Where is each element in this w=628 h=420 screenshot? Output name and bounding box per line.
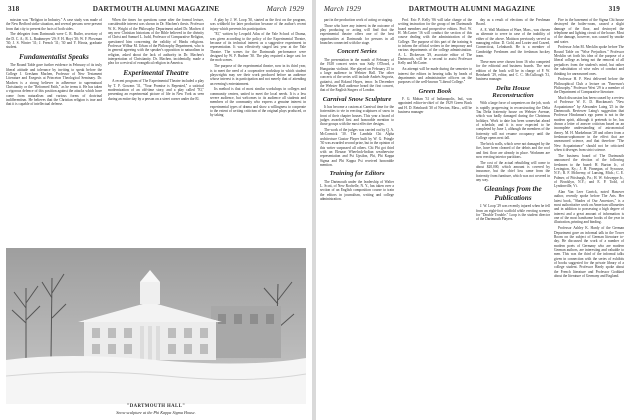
- right-column-2: [398, 18, 472, 116]
- paragraph: Professor Ashley K. Hardy of the German Department gave an informal talk in the Tower Room on the subject of German literature to-day. He discussed the work of a number of modern poets of Germany who are modern German authors, are interesting and valuable to men. This was the third of the informal talks given in connection with the series of exhibits of books suggested for the private library of a college student. Professor Hardy spoke about the French literature and Professor Goddard about the literature of Germany and England.: [554, 226, 624, 278]
- page-number: 319: [608, 5, 620, 13]
- magazine-title: DARTMOUTH ALUMNI MAGAZINE: [92, 5, 220, 13]
- paragraph: An attempt will be made during the semester to interest the editors in hearing talks by heads of departments and administrative officers on the purposes of the well-known "Liberal College.": [398, 67, 472, 85]
- section-heading: Fundamentalist Speaks: [19, 52, 89, 61]
- paragraph: part in the production work of acting or staging.: [324, 18, 393, 22]
- paragraph: day as a result of elections of the Freshman Board.: [476, 18, 550, 27]
- paragraph: The work of the judges was carried out by Q. A. McCormick '30. The Lambda Chi Alpha architecture Gustav Player built by W. G. Pringle '30 was awarded second prize, but in the opinion of this writer surpassed all others. Chi Phi got third with an Eleazar Wheelock-Indian weatherwise representation and Psi Upsilon, Phi, Phi Kappa Sigma and Phi Kappa Psi received honorable mention.: [320, 128, 394, 167]
- magazine-title: DARTMOUTH ALUMNI MAGAZINE: [408, 5, 536, 13]
- paragraph: When the times for questions came after the formal lecture, considerable interest was shown in Dr. Machen's thesis. Professor W. K. Wright of the Philosophy Department asked Dr. Machen if any new Christian historians of the Bible believed in the divinity of Christ and Samuel L. Judd, Professor of Comparative Religion, questioned him concerning the validity of Hindu religions. Professor Wilbur M. Urban of the Philosophy Department, who is in general agreeing with the speaker's opposition to naturalism in religion, asked about the lack of authority in Dr. Machen's interpretation of Christianity. Dr. Machen, incidentally, made a plea for a revival of evangelical religion in America.: [108, 18, 204, 66]
- left-page: [0, 0, 312, 420]
- paragraph: The presentation in the month of February of the 1928 concert series was Sally O'Dowd, a Hungarian violinist. She played on February 25 to a large audience in Webster Hall. The other concerts of the series will include Andrés Segovia, guitarist, and Roland Hayes, tenor. In December the Webster Hall audience heard the first concert, that of the English Singers of London.: [320, 57, 394, 93]
- section-heading: Experimental Theatre: [123, 68, 189, 77]
- paragraph: The brick walls, which were not damaged by the fire, have been cleaned of the debris and the roof and first floor are already in place. Workmen are now erecting interior partitions.: [476, 141, 550, 159]
- left-column-2: [108, 18, 204, 102]
- paragraph: J. W. Loop '29 was recently injured when he fell from an eight-foot scaffold while erecting scenery for "Double Trouble." Loop is the student director of the Dartmouth Players.: [476, 204, 550, 222]
- paragraph: Prof. Eric P. Kelly '06 will take charge of the writing instruction for the group of ten Dartmouth board members and prospective editors. Prof. W. H. McCarter '16 will conduct the section of this course dealing with the administration of the College. The purpose of this part of the training is to inform the official writers in the temporary and various departments of the college administration. A. L. Dickerson '29, associate editor of The Dartmouth, will be a second to assist Professor Kelly and McCarter.: [398, 18, 472, 66]
- right-page: [316, 0, 628, 420]
- running-head-right: [324, 5, 620, 16]
- paragraph: mission was "Religion in Industry." A case study was made of the New Bedford strike situation, and several persons were present from that city to present the facts of both sides.: [6, 18, 103, 31]
- paragraph: Its method is that of most similar workshops in colleges and community centers, united to meet the local needs. It is a less severe audience, but welcomes to its audience all students and members of the community who express a genuine interest in experimental types of drama and show a willingness to cooperate to the extent of writing criticism of the original plays produced, or by taking: [210, 87, 306, 118]
- right-column-3: [476, 18, 550, 223]
- photo-caption: Snow sculpture at the Phi Kappa Sigma House.: [116, 410, 196, 415]
- paragraph: Much discussion has been caused by a review of Professor W. E. D. Hinckman's "New Acquaintance" by Alexander Laing '25 in the Dartmouth. Reviewer Laing's suggestion that Professor Hinckman's ego poem is not in the modern spirit, although it pretends to be, has drawn a letter of answer criticism based on an incomplete understanding of astronomical theory. M. H. Markelman '28 and others from a freshman-sophomore in the effect that are unreasoned science, and that therefore "The New Acquaintance" should not be criticized when it diverges from strict science.: [554, 96, 624, 153]
- section-heading: Green Book: [418, 87, 452, 95]
- paragraph: The Round Table gave further evidence in February of its truly liberal attitude and tolerance by inviting to speak before the College J. Gresham Machen, Professor of New Testament Literature and Exegesis at Princeton Theological Seminary. Dr. Machen is a strong believer in adherence to supernatural Christianity or the "Reformed Faith," as he terms it. He has taken a vigorous defence of this position against the attacks which have come from naturalism and various forms of doctrinal indifferentism. He believes that the Christian religion is true and that it is capable of intellectual defense.: [6, 63, 102, 107]
- issue-date: March 1929: [324, 5, 362, 13]
- paragraph: The purpose of the experimental theatre, now in its third year, is to meet the need of a cooperative workshop in which student playwrights may see their work produced before an audience whose interest is in participation and not merely that of attending an evening's entertainment.: [210, 64, 306, 86]
- paragraph: It has become a custom at Carnival time for the fraternities to vie in erecting sculptures of snow in front of their chapter houses. This year a board of judges awarded first and honorable mention to those groups with the most effective designs.: [320, 105, 394, 127]
- paragraph: A play by J. W. Loop '30, started as the first on the program, was withheld for later production because of the author's recent injury which prevents his participation.: [210, 18, 306, 31]
- paragraph: Alan Van Leer Carrick, noted Hanover author, recently spoke before The Arts. Her latest book, "Shades of Our Ancestors," is a most authoritative work on American silhouettes and in addition to possessing a high degree of interest and a great amount of information is one of the most handsome books of the year in illustration, printing and binding.: [554, 190, 624, 225]
- paragraph: Professor H. F. West delivered before the Philosophical Club a lecture on "Emerson's Philosophy." Professor West '29 is a member of the Department of Comparative literature.: [554, 77, 624, 95]
- paragraph: The cost of the actual rebuilding will come to about $20,000, which amount is covered by insurance, but the chief loss came from the fraternity from furniture, which was not covered in any way.: [476, 160, 550, 183]
- photo-image: [6, 248, 306, 404]
- paragraph: The Dartmouth under the leadership of Walter L. Scott, of New Rochelle, N. Y., has taken over a section of an English composition course to train the editors in journalism, writing and college administration.: [320, 179, 394, 201]
- left-column-1: [6, 18, 102, 108]
- paragraph: A recent program of The Experimental Theatre included a play by T. F. Gowans '31, "Your Promise is Repeated," a satirical modernization of an old-time story, and a play called "El," presenting an experimental picture of life in New York as seen during an entire day by a person on a street corner under the El.: [108, 79, 204, 101]
- left-column-3: [210, 18, 306, 119]
- paragraph: Fire in the basement of the Sigma Chi house destroyed the boiler-room, caused a slight damage of the floor, and destroyed the telephone and lighting circuit of the house. Most of the damage, however, was caused by smoke and water.: [554, 18, 624, 44]
- issue-date: March 1929: [266, 5, 304, 13]
- right-column-4: [554, 18, 624, 280]
- paragraph: Those who have any interest in the outcome of play producing or acting will find that the experimental theatre offers one of the best opportunities at Dartmouth for persons in all branches connected with the stage.: [320, 23, 394, 46]
- right-column-1: [320, 18, 394, 203]
- page-number: 318: [8, 5, 20, 13]
- section-heading: Concert Series: [337, 48, 377, 56]
- paragraph: A. E. Wall Mattison of Ware, Mass., was chosen as alternate to serve in case of the inability of either of the above. Mattison previously served as managing editor. D. Gold, and Lozier and Crazed, Connecticut, Lehnhardt. He is a member of Cambridge Freshmen and the freshman hockey team.: [476, 28, 550, 59]
- snow-sculpture-photo: [6, 248, 306, 404]
- paragraph: With a large force of carpenters on the job, work is rapidly progressing in reconstructing the Delta Tau Delta fraternity house on Webster Avenue, which was badly damaged during the Christmas holidays. Work to date has been somewhat ahead of schedule, and it is now expected to be completed by June 1, although the members of the fraternity will not resume occupancy until the College opens next fall.: [476, 101, 550, 141]
- paragraph: These men were chosen from 16 who competed for the editorial and business boards. The next edition of the book will be in charge of F. W. Reinhardt '29, editor, and C. C. McCullough '31, business manager.: [476, 59, 550, 82]
- paragraph: The delegates from Dartmouth were C. R. Butler, secretary of the D. C. A.; R. L. Rauhmeyer '29; F. H. Hoyt '30; W. F. Plowman '30; J. S. Winter '31; J. French '31; '30 and Y. Hirota, graduate student.: [6, 32, 102, 50]
- running-head-left: [8, 5, 304, 16]
- photo-title: "DARTMOUTH HALL": [126, 404, 186, 409]
- paragraph: The business board of The Dartmouth announced the election of the following freshmen to the board: H. Burton Jr., of Lexington, Ky.; J. H. Finnegan, of Syracuse, N.Y.; R. F. McInerny, of Lansing, Mich.; C. E. Palmer, of Pittsburgh, Pa.; H. W. Schweppe Jr., of Brooklyn, N.Y.; and E. P. Todd, of Lyndonville, Vt.: [554, 153, 624, 189]
- section-heading: Training for Editors: [329, 170, 385, 178]
- section-heading: Delta House Reconstruction: [492, 84, 534, 99]
- paragraph: F. G. Mohan '31 of Indianapolis, Ind., was appointed editor-in-chief of the 1929 Green Book and H. D. Reinhardt '30 of Newton, Mass., will be business manager: [398, 96, 472, 114]
- paragraph: "El," written by Leopold Atlas of the Yale School of Drama, was given according to the policy of the Experimental Theatre, because of its technical interest as a suggestive experiment in representation. It was effectively staged last year at the Yale Theatre. The scenes for the Dartmouth performance were designed by W. F. Rudner '30. The play required a large cast for the mob scenes.: [210, 32, 306, 63]
- paragraph: Professor John M. Mecklin spoke before The Round Table on "Wise Prejudices." Professor Mecklin set forth his idea of the purpose of a liberal college as being not the removal of all prejudices from the student's mind, but rather the substitution of wise rules of conduct and thinking for unreasoned ones.: [554, 45, 624, 76]
- section-heading: Gleanings from the Publications: [484, 185, 542, 202]
- section-heading: Carnival Snow Sculpture: [322, 95, 392, 103]
